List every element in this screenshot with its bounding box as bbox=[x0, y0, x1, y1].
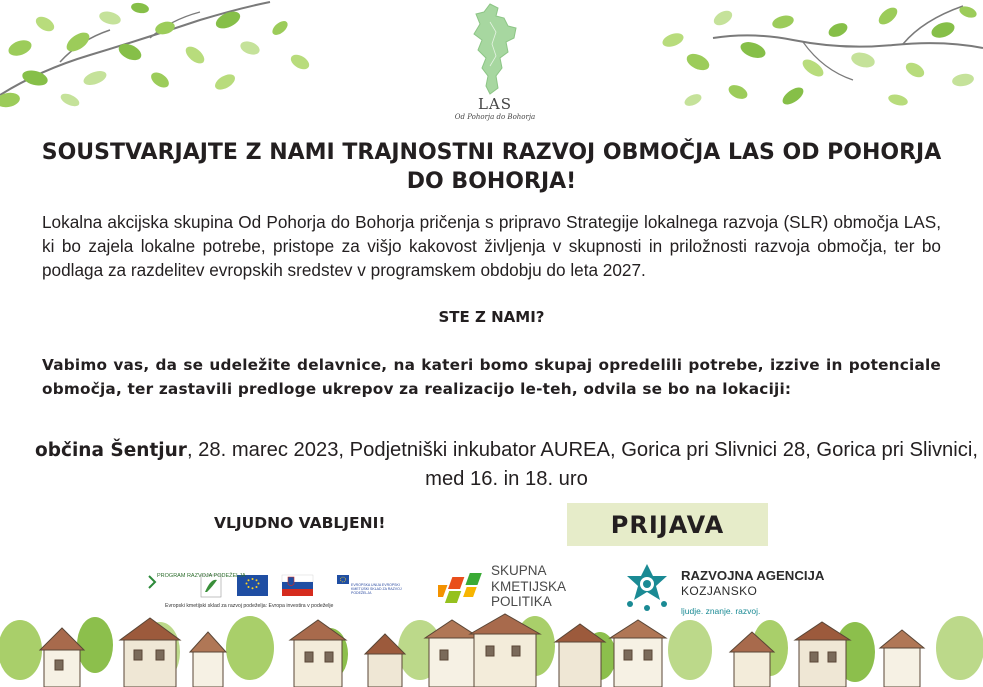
skp-mark-icon bbox=[438, 567, 488, 607]
leaves-left-decoration bbox=[0, 0, 330, 120]
logo-name: LAS bbox=[477, 95, 513, 113]
program-logo-text: PROGRAM RAZVOJA PODEŽELJA bbox=[157, 573, 246, 579]
invitation-paragraph: Vabimo vas, da se udeležite delavnice, na kateri bomo skupaj opredelili potrebe, izzive in potenciale območja, ter zastavili predloge ukrepov za realizacijo le-teh, odvila se bo na lokaciji: bbox=[42, 356, 941, 398]
funding-logos bbox=[145, 572, 410, 612]
eu-small-text: EVROPSKA UNIJA EVROPSKI KMETIJSKI SKLAD ZA RAZVOJ PODEŽELJA bbox=[351, 583, 402, 595]
region-map-icon bbox=[460, 2, 530, 97]
question-heading: STE Z NAMI? bbox=[438, 308, 545, 326]
register-button[interactable]: PRIJAVA bbox=[567, 503, 768, 546]
village-illustration bbox=[0, 610, 983, 687]
agency-region: KOZJANSKO bbox=[681, 584, 758, 598]
logo-subtitle: Od Pohorja do Bohorja bbox=[454, 113, 536, 121]
intro-paragraph: Lokalna akcijska skupina Od Pohorja do Bohorja pričenja s pripravo Strategije lokalnega razvoja (SLR) območja LAS, ki bo zajela lokalne potrebe, pristope za višjo kakovost življenja v skupnosti in priložnosti razvoja območja, ter bo podlaga za razdelitev evropskih sredstev v programskem obdobju do leta 2027. bbox=[42, 212, 941, 280]
eu-caption: Evropski kmetijski sklad za razvoj podeželja: Evropa investira v podeželje bbox=[165, 603, 334, 609]
agency-logo bbox=[620, 560, 850, 620]
welcome-text: VLJUDNO VABLJENI! bbox=[214, 514, 386, 532]
las-logo bbox=[445, 2, 545, 128]
agency-tagline: ljudje. znanje. razvoj. bbox=[681, 606, 761, 616]
page-title: SOUSTVARJAJTE Z NAMI TRAJNOSTNI RAZVOJ OBMOČJA LAS OD POHORJA DO BOHORJA! bbox=[41, 140, 942, 194]
skp-text: SKUPNA KMETIJSKA POLITIKA bbox=[491, 563, 567, 609]
skp-logo bbox=[438, 563, 588, 617]
municipality-name: občina Šentjur bbox=[35, 440, 187, 461]
event-location bbox=[30, 436, 983, 494]
leaves-right-decoration bbox=[653, 0, 983, 120]
event-details: , 28. marec 2023, Podjetniški inkubator AUREA, Gorica pri Slivnici 28, Gorica pri Slivnici, med 16. in 18. uro bbox=[186, 439, 978, 490]
agency-star-icon bbox=[622, 562, 672, 612]
agency-name: RAZVOJNA AGENCIJA bbox=[681, 568, 825, 583]
